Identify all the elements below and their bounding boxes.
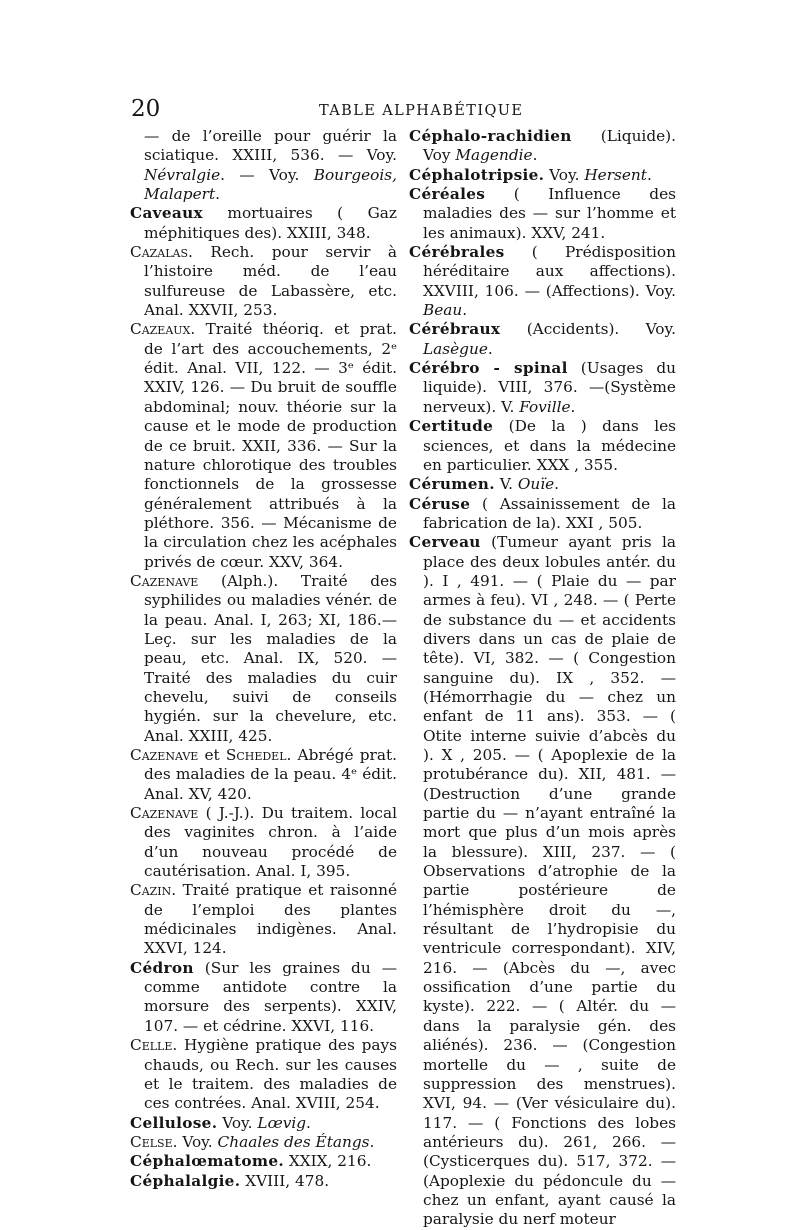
index-entry (409, 495, 676, 534)
entry-reference: Ouïe (517, 475, 555, 494)
entry-headword: Cérébrales (409, 243, 505, 262)
entry-text: Traité théoriq. et prat. de l’art des accouchements, 2ᵉ édit. Anal. VII, 122. — 3ᵉ édit. XXIV, 126. — Du bruit de souffle abdominal; nouv. théorie sur la cause et le mode de production de ce bruit. XXII, 336. — Sur la nature chlorotique des troubles fonctionnels de la grossesse généralement attribués à la pléthore. 356. — Mécanisme de la circulation chez les acéphales privés de cœur. XXV, 364. (144, 320, 397, 571)
entry-headword: Cellulose. (130, 1113, 218, 1132)
index-entry (130, 572, 397, 746)
entry-text: (Liquide). Voy (423, 127, 676, 165)
index-entry (130, 1152, 397, 1171)
index-entry (130, 127, 397, 204)
entry-text: . (462, 301, 468, 320)
index-entry (409, 243, 676, 320)
entry-text: (De la ) dans les sciences, et dans la médecine en particulier. XXX , 355. (423, 417, 676, 474)
entry-headword: Cazeaux. (130, 320, 196, 339)
entry-text: (Alph.). Traité des syphilides ou maladies vénér. de la peau. Anal. I, 263; XI, 186.— Leç. sur les maladies de la peau, etc. Anal. IX, 520. — Traité des maladies du cuir chevelu, suivi de conseils hygién. sur la chevelure, etc. Anal. XXIII, 425. (144, 571, 397, 745)
entry-headword: Céruse (409, 494, 471, 513)
index-entry (130, 320, 397, 571)
entry-reference: Hersent (584, 165, 647, 184)
entry-text: (Usages du liquide). VIII, 376. —(Système nerveux). V. (423, 359, 676, 416)
entry-text: . (532, 146, 538, 165)
entry-headword: Cérébraux (409, 320, 501, 339)
index-entry (409, 166, 676, 185)
entry-text: ( Influence des maladies des — sur l’homme et les animaux). XXV, 241. (423, 185, 676, 242)
index-entry (130, 1036, 397, 1113)
entry-headword: Cerveau (409, 533, 481, 552)
index-entry (409, 185, 676, 243)
page-number: 20 (131, 96, 161, 122)
entry-headword: Celle. (130, 1036, 178, 1055)
left-column (130, 127, 397, 1191)
entry-headword: Cédron (130, 958, 194, 977)
entry-text: . — Voy. (220, 165, 314, 184)
entry-text: mortuaires ( Gaz méphitiques des). XXIII, 348. (144, 204, 397, 242)
entry-reference: Bourgeois, Malapert (144, 165, 397, 204)
entry-headword: Céréales (409, 185, 486, 204)
entry-text: Rech. pour servir à l’histoire méd. de l’eau sulfureuse de Labassère, etc. Anal. XXVII, 253. (144, 243, 397, 320)
entry-headword: Cazenave (130, 571, 199, 590)
entry-text: (Tumeur ayant pris la place des deux lobules antér. du ). I , 491. — ( Plaie du — par armes à feu). VI , 248. — ( Perte de substance du — et accidents divers dans un cas de plaie de tête). VI, 382. — ( Congestion sanguine du). IX , 352. — (Hémorrhagie du — chez un enfant de 11 ans). 353. — ( Otite interne suivie d’abcès du ). X , 205. — ( Apoplexie de la protubérance du). XII, 481. — (Destruction d’une grande partie du — n’ayant entraîné la mort que plus d’un mois après la blessure). XIII, 237. — ( Observations d’atrophie de la partie postérieure de l’hémisphère droit du —, résultant de l’hydropisie du ventricule correspondant). XIV, 216. — (Abcès du —, avec ossification d’une partie du kyste). 222. — ( Altér. du — dans la paralysie gén. des aliénés). 236. — (Congestion mortelle du — , suite de suppression des menstrues). XVI, 94. — (Ver vésiculaire du). 117. — ( Fonctions des lobes antérieurs du). 261, 266. — (Cysticerques du). 517, 372. — (Apoplexie du pédoncule du — chez un enfant, ayant causé la paralysie du nerf moteur (423, 533, 676, 1229)
entry-text: . (369, 1132, 375, 1151)
entry-headword: Cazin. (130, 881, 177, 900)
index-entry (130, 204, 397, 243)
page-header (131, 96, 687, 126)
entry-text: ( J.-J.). Du traitem. local des vaginites chron. à l’aide d’un nouveau procédé de cautérisation. Anal. I, 395. (144, 804, 397, 881)
entry-headword: Cazalas. (130, 243, 193, 262)
index-entry (409, 475, 676, 494)
entry-text: Voy. (177, 1132, 218, 1151)
index-entry (409, 533, 676, 1229)
entry-headword: Cazenave (130, 746, 199, 764)
entry-text: . (306, 1113, 311, 1132)
entry-reference: Magendie (455, 146, 533, 165)
entry-text: . (215, 185, 220, 204)
entry-headword: Céphalo-rachidien (409, 127, 572, 145)
entry-text: Traité pratique et raisonné de l’emploi des plantes médicinales indigènes. Anal. XXVI, 124. (144, 881, 397, 958)
entry-text: Voy. (544, 165, 585, 184)
entry-text: (Sur les graines du — comme antidote contre la morsure des serpents). XXIV, 107. — et cédrine. XXVI, 116. (144, 958, 397, 1035)
entry-headword: Cérébro - spinal (409, 359, 568, 378)
entry-text: ( Assainissement de la fabrication de la). XXI , 505. (423, 494, 676, 532)
index-entry (130, 243, 397, 320)
index-entry (409, 359, 676, 417)
entry-reference: Lasègue (423, 339, 488, 358)
entry-text: (Accidents). Voy. (500, 320, 676, 339)
running-title: TABLE ALPHABÉTIQUE (319, 103, 524, 119)
entry-text: Voy. (217, 1113, 258, 1132)
index-entry (409, 417, 676, 475)
entry-text: Schedel. (225, 746, 292, 764)
entry-text: ( Prédisposition héréditaire aux affections). XXVIII, 106. — (Affections). Voy. (423, 243, 676, 300)
entry-headword: Céphalalgie. (130, 1171, 241, 1190)
entry-headword: Cérumen. (409, 475, 495, 494)
entry-text: XXIX, 216. (283, 1152, 372, 1171)
entry-headword: Céphalotripsie. (409, 165, 545, 184)
entry-text: — de l’oreille pour guérir la sciatique. XXIII, 536. — Voy. (144, 127, 397, 165)
entry-headword: Caveaux (130, 204, 203, 223)
entry-reference: Foville (519, 397, 571, 416)
index-entry (409, 127, 676, 166)
entry-text: . (487, 339, 493, 358)
index-entry (409, 320, 676, 359)
entry-text: . (554, 475, 560, 494)
entry-headword: Celse. (130, 1132, 178, 1151)
entry-text: V. (494, 475, 518, 494)
index-entry (130, 804, 397, 881)
index-entry (130, 1172, 397, 1191)
entry-reference: Lœvig (257, 1113, 307, 1132)
index-entry (130, 881, 397, 958)
entry-headword: Certitude (409, 417, 494, 436)
entry-text: . (646, 165, 652, 184)
entry-text: Abrégé prat. des maladies de la peau. 4ᵉ édit. Anal. XV, 420. (144, 746, 397, 803)
index-entry (130, 959, 397, 1036)
entry-headword: Cazenave (130, 804, 199, 823)
index-entry (130, 1133, 397, 1152)
entry-reference: Névralgie (144, 165, 221, 184)
entry-text: . (570, 397, 576, 416)
entry-text: Hygiène pratique des pays chauds, ou Rech. sur les causes et le traitem. des maladies de ces contrées. Anal. XVIII, 254. (144, 1036, 397, 1113)
index-entry (130, 1114, 397, 1133)
right-column (409, 127, 676, 1230)
index-entry (130, 746, 397, 804)
entry-reference: Beau (423, 301, 463, 320)
entry-text: XVIII, 478. (240, 1171, 330, 1190)
entry-reference: Chaales des Étangs (217, 1132, 370, 1151)
entry-text: et (198, 746, 226, 764)
entry-headword: Céphalœmatome. (130, 1152, 284, 1171)
